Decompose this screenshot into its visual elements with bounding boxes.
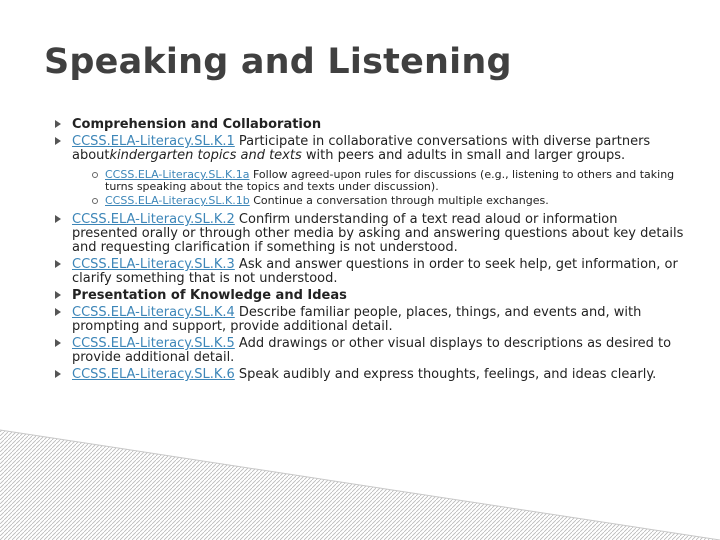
circle-bullet-icon xyxy=(92,198,98,204)
item-text: Confirm understanding of a text read aloud or information presented orally or through other media by asking and answering questions about key details and requesting clarification if something is not understood. xyxy=(72,212,684,255)
list-item-sl-k-3 xyxy=(55,258,685,286)
standard-link-sl-k-1[interactable]: CCSS.ELA-Literacy.SL.K.1 xyxy=(72,134,235,149)
standard-link-sl-k-6[interactable]: CCSS.ELA-Literacy.SL.K.6 xyxy=(72,367,235,382)
item-text: Speak audibly and express thoughts, feelings, and ideas clearly. xyxy=(238,367,657,382)
list-item-heading-comprehension xyxy=(55,118,685,132)
corner-hatch-decoration xyxy=(0,420,720,540)
bullet-list xyxy=(55,118,685,385)
list-item-heading-presentation xyxy=(55,289,685,303)
bullet-arrow-icon xyxy=(55,308,61,316)
item-text-italic: kindergarten topics and texts xyxy=(109,148,302,163)
list-item-sl-k-5 xyxy=(55,337,685,365)
section-heading: Comprehension and Collaboration xyxy=(72,117,322,132)
bullet-arrow-icon xyxy=(55,260,61,268)
bullet-arrow-icon xyxy=(55,339,61,347)
item-text: Add drawings or other visual displays to descriptions as desired to provide additional detail. xyxy=(72,336,672,365)
bullet-arrow-icon xyxy=(55,137,61,145)
sub-item-text: Follow agreed-upon rules for discussions (e.g., listening to others and taking turns speaking about the topics and texts under discussion). xyxy=(105,168,675,193)
list-item-sl-k-6 xyxy=(55,368,685,382)
circle-bullet-icon xyxy=(92,172,98,178)
sub-bullet-list xyxy=(92,169,685,207)
standard-link-sl-k-1b[interactable]: CCSS.ELA-Literacy.SL.K.1b xyxy=(105,194,250,207)
standard-link-sl-k-5[interactable]: CCSS.ELA-Literacy.SL.K.5 xyxy=(72,336,235,351)
bullet-arrow-icon xyxy=(55,291,61,299)
standard-link-sl-k-1a[interactable]: CCSS.ELA-Literacy.SL.K.1a xyxy=(105,168,250,181)
list-item-sl-k-4 xyxy=(55,306,685,334)
list-item-sl-k-1 xyxy=(55,135,685,207)
sub-list-item-sl-k-1b xyxy=(92,195,685,207)
bullet-arrow-icon xyxy=(55,370,61,378)
sub-list-item-sl-k-1a xyxy=(92,169,685,193)
list-item-sl-k-2 xyxy=(55,213,685,255)
bullet-arrow-icon xyxy=(55,120,61,128)
sub-item-text: Continue a conversation through multiple exchanges. xyxy=(253,194,549,207)
item-text: Ask and answer questions in order to seek help, get information, or clarify something that is not understood. xyxy=(72,257,678,286)
item-text: with peers and adults in small and larger groups. xyxy=(305,148,626,163)
standard-link-sl-k-4[interactable]: CCSS.ELA-Literacy.SL.K.4 xyxy=(72,305,235,320)
bullet-arrow-icon xyxy=(55,215,61,223)
slide-title: Speaking and Listening xyxy=(44,42,512,82)
standard-link-sl-k-3[interactable]: CCSS.ELA-Literacy.SL.K.3 xyxy=(72,257,235,272)
section-heading: Presentation of Knowledge and Ideas xyxy=(72,288,347,303)
standard-link-sl-k-2[interactable]: CCSS.ELA-Literacy.SL.K.2 xyxy=(72,212,235,227)
item-text: Describe familiar people, places, things, and events and, with prompting and support, provide additional detail. xyxy=(72,305,642,334)
item-text: Participate in collaborative conversations with diverse partners about xyxy=(72,134,651,163)
